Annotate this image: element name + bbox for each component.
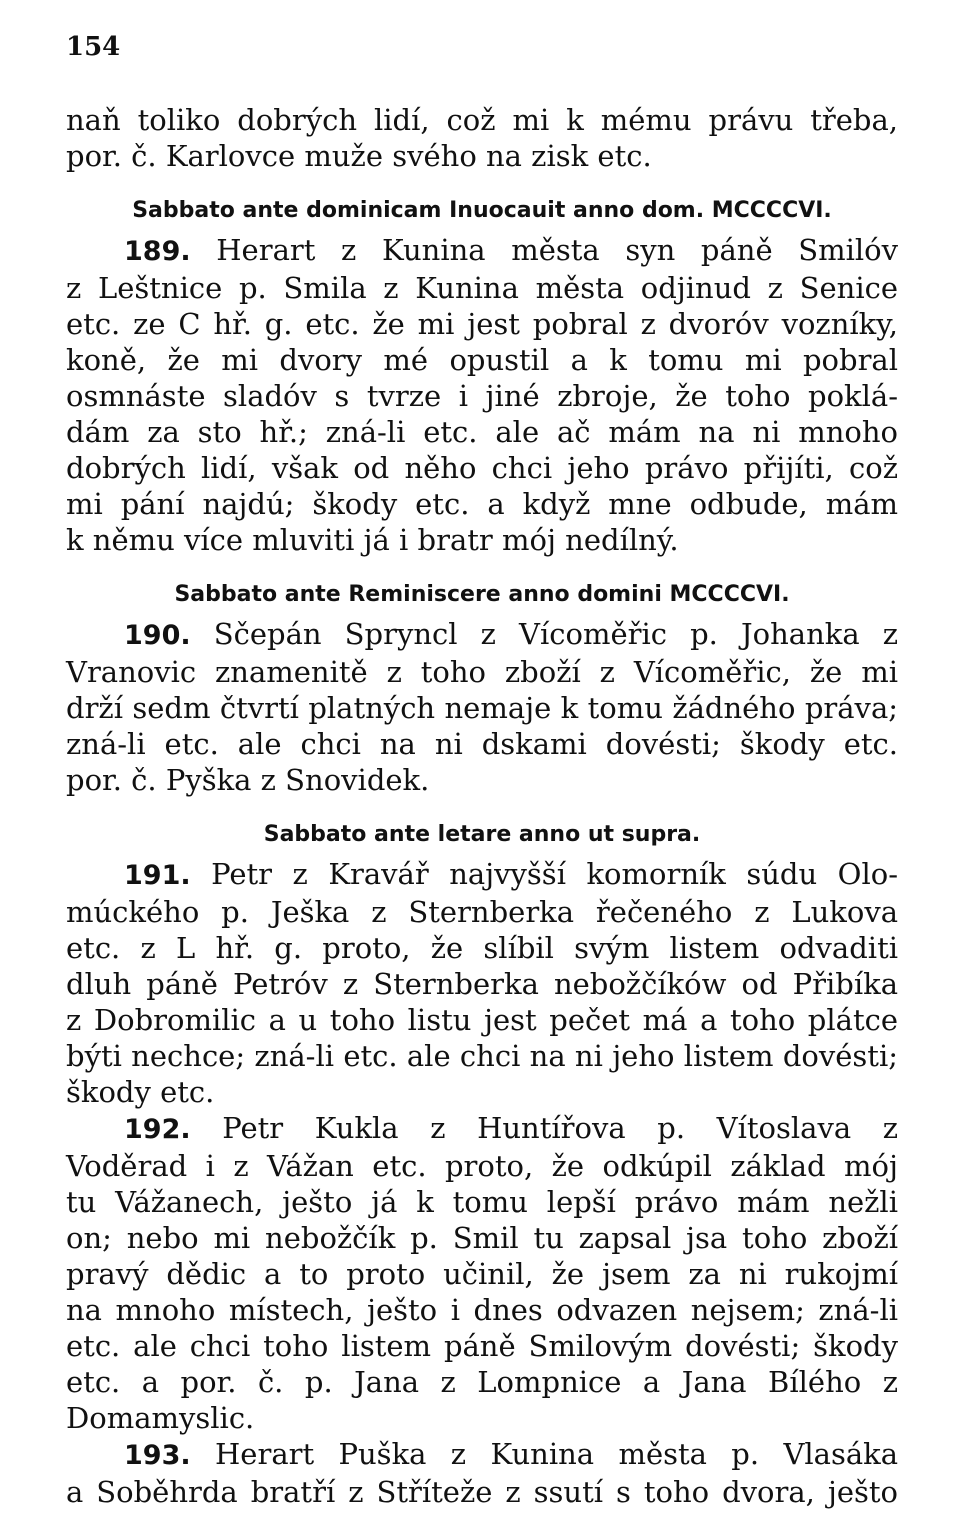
entry-number: 191. bbox=[124, 860, 191, 891]
line-text: Voděrad i z Vážan etc. proto, že odkúpil základ mój bbox=[66, 1149, 898, 1183]
entry-number: 189. bbox=[124, 236, 191, 267]
text-line bbox=[66, 690, 898, 726]
line-text: býti nechce; zná-li etc. ale chci na ni jeho listem dovésti; bbox=[66, 1039, 898, 1073]
text-line bbox=[66, 1074, 898, 1110]
entry-number: 193. bbox=[124, 1440, 191, 1471]
text-line bbox=[66, 1436, 898, 1474]
text-line bbox=[66, 1184, 898, 1220]
line-text: Herart Puška z Kunina města p. Vlasáka bbox=[215, 1437, 898, 1471]
text-line bbox=[66, 1110, 898, 1148]
line-text: Petr Kukla z Huntířova p. Vítoslava z bbox=[222, 1111, 899, 1145]
page-content bbox=[66, 102, 898, 1510]
line-text: Petr z Kravář najvyšší komorník súdu Olo- bbox=[211, 857, 898, 891]
entry-number: 192. bbox=[124, 1114, 191, 1145]
text-line bbox=[66, 1328, 898, 1364]
section-heading: Sabbato ante letare anno ut supra. bbox=[263, 822, 701, 847]
line-text: na mnoho místech, ješto i dnes odvazen nejsem; zná-li bbox=[66, 1293, 898, 1327]
entry-paragraph bbox=[66, 232, 898, 558]
text-line bbox=[66, 1148, 898, 1184]
text-line bbox=[66, 894, 898, 930]
line-text: dám za sto hř.; zná-li etc. ale ač mám na ni mnoho bbox=[66, 415, 898, 449]
line-text: dobrých lidí, však od něho chci jeho právo přijíti, což bbox=[66, 451, 898, 485]
line-text: Sčepán Spryncl z Vícoměřic p. Johanka z bbox=[213, 617, 899, 651]
line-text: zná-li etc. ale chci na ni dskami dovésti; škody etc. bbox=[66, 727, 898, 761]
line-text: on; nebo mi nebožčík p. Smil tu zapsal jsa toho zboží bbox=[66, 1221, 898, 1255]
text-line bbox=[66, 930, 898, 966]
text-line bbox=[66, 726, 898, 762]
text-line bbox=[66, 450, 898, 486]
text-line bbox=[66, 306, 898, 342]
text-line bbox=[66, 522, 898, 558]
text-line bbox=[66, 1474, 898, 1510]
text-line bbox=[66, 616, 898, 654]
line-text: drží sedm čtvrtí platných nemaje k tomu žádného práva; bbox=[66, 691, 898, 725]
line-text: mi pání najdú; škody etc. a když mne odbude, mám bbox=[66, 487, 898, 521]
page-number: 154 bbox=[66, 32, 121, 62]
text-line bbox=[66, 654, 898, 690]
line-text: etc. z L hř. g. proto, že slíbil svým listem odvaditi bbox=[66, 931, 898, 965]
line-text: Herart z Kunina města syn páně Smilóv bbox=[216, 233, 898, 267]
line-text: naň toliko dobrých lidí, což mi k mému právu třeba, bbox=[66, 103, 898, 137]
text-line bbox=[66, 232, 898, 270]
entry-paragraph bbox=[66, 1436, 898, 1510]
text-line bbox=[66, 1400, 898, 1436]
line-text: osmnáste sladóv s tvrze i jiné zbroje, že toho poklá- bbox=[66, 379, 898, 413]
line-text: etc. ale chci toho listem páně Smilovým dovésti; škody bbox=[66, 1329, 898, 1363]
entry-paragraph bbox=[66, 856, 898, 1110]
text-line bbox=[66, 270, 898, 306]
line-text: dluh páně Petróv z Sternberka nebožčíków od Přibíka bbox=[66, 967, 898, 1001]
line-text: škody etc. bbox=[66, 1075, 215, 1109]
line-text: por. č. Karlovce muže svého na zisk etc. bbox=[66, 139, 652, 173]
line-text: z Leštnice p. Smila z Kunina města odjinud z Senice bbox=[66, 271, 898, 305]
line-text: koně, že mi dvory mé opustil a k tomu mi pobral bbox=[66, 343, 898, 377]
text-line bbox=[66, 762, 898, 798]
line-text: Vranovic znamenitě z toho zboží z Vícoměřic, že mi bbox=[66, 655, 898, 689]
section-heading: Sabbato ante Reminiscere anno domini MCCCCVI. bbox=[174, 582, 790, 607]
entry-paragraph bbox=[66, 1110, 898, 1436]
text-line bbox=[66, 378, 898, 414]
section-heading: Sabbato ante dominicam Inuocauit anno dom. MCCCCVI. bbox=[132, 198, 832, 223]
text-line bbox=[66, 102, 898, 138]
text-line bbox=[66, 486, 898, 522]
line-text: por. č. Pyška z Snovidek. bbox=[66, 763, 430, 797]
paragraph bbox=[66, 102, 898, 174]
text-line bbox=[66, 414, 898, 450]
line-text: Domamyslic. bbox=[66, 1401, 255, 1435]
text-line bbox=[66, 342, 898, 378]
line-text: etc. a por. č. p. Jana z Lompnice a Jana Bílého z bbox=[66, 1365, 898, 1399]
text-line bbox=[66, 1364, 898, 1400]
line-text: etc. ze C hř. g. etc. že mi jest pobral z dvoróv vozníky, bbox=[66, 307, 898, 341]
line-text: z Dobromilic a u toho listu jest pečet má a toho plátce bbox=[66, 1003, 898, 1037]
text-line bbox=[66, 1220, 898, 1256]
line-text: tu Vážanech, ješto já k tomu lepší právo mám nežli bbox=[66, 1185, 898, 1219]
text-line bbox=[66, 1256, 898, 1292]
text-line bbox=[66, 966, 898, 1002]
line-text: k němu více mluviti já i bratr mój nedílný. bbox=[66, 523, 679, 557]
text-line bbox=[66, 1002, 898, 1038]
text-line bbox=[66, 138, 898, 174]
text-line bbox=[66, 1292, 898, 1328]
text-line bbox=[66, 856, 898, 894]
line-text: pravý dědic a to proto učinil, že jsem za ni rukojmí bbox=[66, 1257, 898, 1291]
entry-number: 190. bbox=[124, 620, 191, 651]
text-line bbox=[66, 1038, 898, 1074]
line-text: a Soběhrda bratří z Stříteže z ssutí s toho dvora, ješto bbox=[66, 1475, 898, 1509]
line-text: múckého p. Ješka z Sternberka řečeného z Lukova bbox=[66, 895, 898, 929]
entry-paragraph bbox=[66, 616, 898, 798]
